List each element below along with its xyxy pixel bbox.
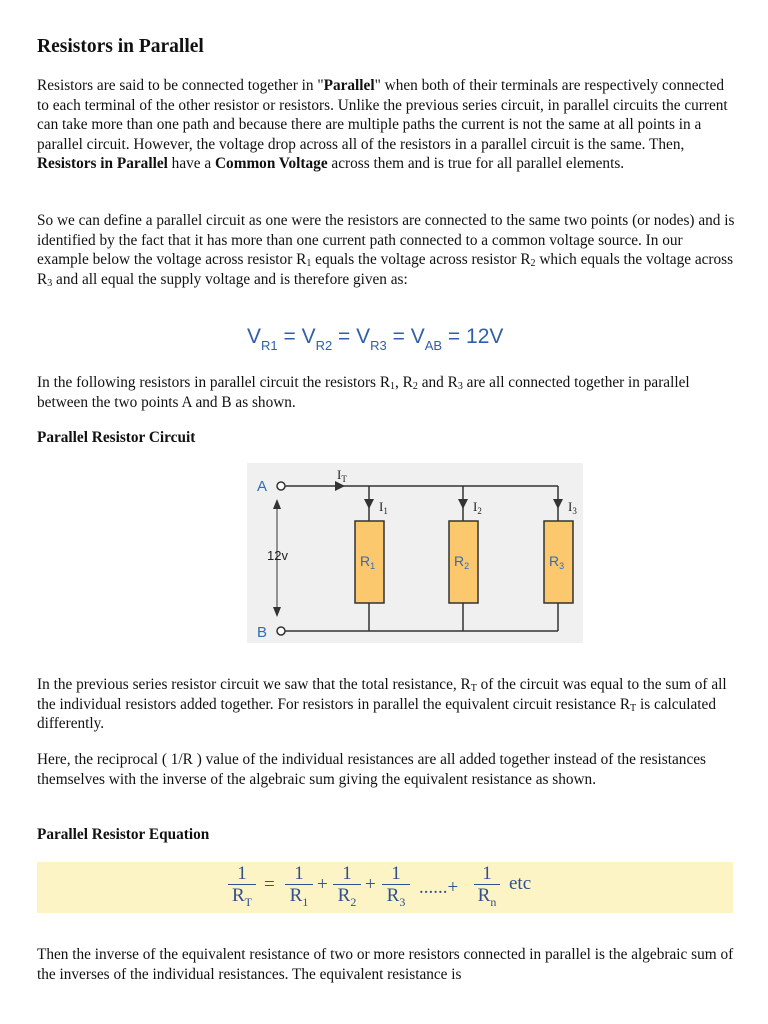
lhs-fraction xyxy=(227,863,257,909)
r2-symbol: R xyxy=(454,553,465,569)
den-symbol: R xyxy=(289,885,303,906)
den-subscript: 2 xyxy=(350,895,357,909)
den-subscript: T xyxy=(244,895,253,909)
fraction-denominator xyxy=(381,885,411,909)
bold-term-parallel: Parallel xyxy=(323,77,375,94)
i3-subscript: 3 xyxy=(572,506,577,516)
total-resistance-paragraph xyxy=(37,675,735,734)
it-subscript: T xyxy=(341,474,347,484)
subscript: 2 xyxy=(412,381,418,392)
i1-symbol: I xyxy=(379,499,384,514)
text: Resistors are said to be connected together in " xyxy=(37,77,324,94)
i2-label xyxy=(473,499,482,516)
definition-paragraph xyxy=(37,211,735,289)
node-b-terminal xyxy=(277,627,285,635)
den-symbol: R xyxy=(477,885,491,906)
r3-subscript: 3 xyxy=(559,561,565,571)
subscript: 2 xyxy=(530,258,536,270)
fraction-denominator xyxy=(284,885,314,909)
voltage-label: 12v xyxy=(267,548,288,563)
i1-label xyxy=(379,499,388,516)
eq-subscript: R1 xyxy=(261,338,278,353)
i2-symbol: I xyxy=(473,499,478,514)
text: of the circuit was equal to the sum of all the individual resistors added together. For resistors in parallel the equivalent circuit resistance R xyxy=(37,676,727,713)
fraction-numerator: 1 xyxy=(294,863,304,884)
text: In the following resistors in parallel circuit the resistors R xyxy=(37,374,391,391)
fraction-numerator: 1 xyxy=(391,863,401,884)
i3-symbol: I xyxy=(568,499,573,514)
text: So we can define a parallel circuit as one were the resistors are connected to the same two points (or nodes) and is identified by the fact that it has more than one current path connected to a common voltage source. In our example below the voltage across resistor R xyxy=(37,212,735,269)
bold-term-common-voltage: Common Voltage xyxy=(215,155,328,173)
total-current-label xyxy=(337,467,347,484)
eq-symbol: V xyxy=(410,325,425,348)
eq-symbol: V xyxy=(247,325,262,348)
subscript: 1 xyxy=(390,381,396,392)
etc-label: etc xyxy=(509,873,532,894)
text: is calculated differently. xyxy=(37,695,716,733)
subscript: 3 xyxy=(47,277,53,289)
plus-sign: + xyxy=(317,874,328,895)
parallel-resistor-equation xyxy=(37,862,733,913)
den-symbol: R xyxy=(386,885,400,906)
i3-arrow-icon xyxy=(553,499,563,509)
section-heading-equation: Parallel Resistor Equation xyxy=(37,826,210,843)
eq-operator: = xyxy=(332,325,357,348)
fraction-numerator: 1 xyxy=(237,863,247,884)
i2-subscript: 2 xyxy=(477,506,482,516)
circuit-svg xyxy=(247,463,583,643)
text: and R xyxy=(417,374,458,391)
text: which equals the voltage across R xyxy=(37,251,734,288)
eq-subscript: R3 xyxy=(370,338,387,353)
subscript: T xyxy=(630,702,637,714)
den-symbol: R xyxy=(231,885,245,906)
den-subscript: 1 xyxy=(302,895,309,909)
term-fraction-n xyxy=(473,863,501,909)
term-fraction-1 xyxy=(284,863,314,909)
continuation-dots: ......+ xyxy=(419,877,459,898)
text: In the previous series resistor circuit we saw that the total resistance, R xyxy=(37,676,471,693)
eq-operator: = xyxy=(277,325,302,348)
text: are all connected together in parallel between the two points A and B as shown. xyxy=(37,374,690,411)
voltage-arrow-up-icon xyxy=(273,499,281,509)
i3-label xyxy=(568,499,577,516)
equals-sign: = xyxy=(264,874,275,895)
parallel-circuit-diagram xyxy=(247,463,583,643)
eq-operator: = xyxy=(386,325,411,348)
it-symbol: I xyxy=(337,467,342,482)
node-b-label: B xyxy=(257,624,268,641)
term-fraction-2 xyxy=(332,863,362,909)
text: " when both of their terminals are respectively connected to each terminal of the other resistor or resistors. Unlike the previous series circuit, in parallel circuits the current can take more than one path and because there are multiple paths the current is not the same at all points in a parallel circuit. However, the voltage drop across all of the resistors in a parallel circuit is the same. Then, xyxy=(37,77,728,153)
i1-subscript: 1 xyxy=(383,506,388,516)
fraction-denominator xyxy=(332,885,362,909)
eq-symbol: V xyxy=(301,325,316,348)
intro-paragraph xyxy=(37,76,735,174)
subscript: 1 xyxy=(306,258,312,270)
i1-arrow-icon xyxy=(364,499,374,509)
text: and all equal the supply voltage and is therefore given as: xyxy=(52,270,408,288)
den-subscript: n xyxy=(490,895,497,909)
text: equals the voltage across resistor R xyxy=(311,251,531,269)
section-heading-circuit: Parallel Resistor Circuit xyxy=(37,429,196,446)
term-fraction-3 xyxy=(381,863,411,909)
inverse-paragraph: Then the inverse of the equivalent resistance of two or more resistors connected in parallel is the algebraic sum of the inverses of the individual resistances. The equivalent resistance is xyxy=(37,946,734,983)
r2-subscript: 2 xyxy=(464,561,470,571)
text: , R xyxy=(395,374,413,391)
node-a-label: A xyxy=(257,478,268,495)
fraction-numerator: 1 xyxy=(482,863,492,884)
eq-symbol: V xyxy=(356,325,371,348)
fraction-denominator xyxy=(227,885,257,909)
voltage-arrow-down-icon xyxy=(273,607,281,617)
r1-symbol: R xyxy=(360,553,371,569)
subscript: T xyxy=(470,683,477,694)
page-title: Resistors in Parallel xyxy=(37,36,204,57)
eq-subscript: AB xyxy=(424,338,443,353)
subscript: 3 xyxy=(457,381,463,392)
node-a-terminal xyxy=(277,482,285,490)
text: across them and is true for all parallel elements. xyxy=(327,155,625,173)
bold-term-resistors-in-parallel: Resistors in Parallel xyxy=(37,155,168,173)
den-symbol: R xyxy=(337,885,351,906)
eq-subscript: R2 xyxy=(315,338,333,353)
fraction-denominator xyxy=(473,885,501,909)
eq-operator: = 12V xyxy=(442,325,504,348)
fraction-numerator: 1 xyxy=(342,863,352,884)
circuit-intro-paragraph xyxy=(37,373,735,412)
voltage-equation xyxy=(247,325,504,353)
r3-symbol: R xyxy=(549,553,560,569)
text: have a xyxy=(167,155,215,173)
plus-sign: + xyxy=(365,874,376,895)
reciprocal-paragraph: Here, the reciprocal ( 1/R ) value of the individual resistances are all added together instead of the resistances themselves with the inverse of the algebraic sum giving the equivalent resistance as shown. xyxy=(37,751,706,788)
i2-arrow-icon xyxy=(458,499,468,509)
r1-subscript: 1 xyxy=(370,561,376,571)
den-subscript: 3 xyxy=(399,895,406,909)
